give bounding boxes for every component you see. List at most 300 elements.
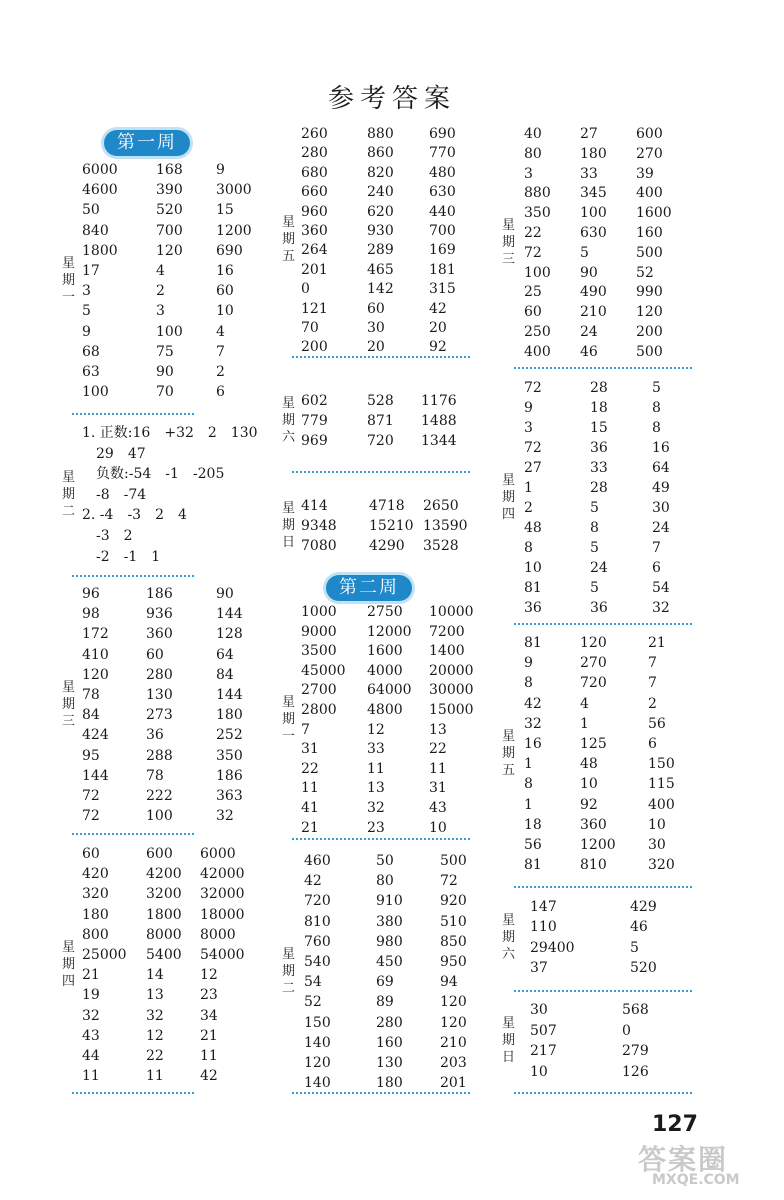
answer-cell: 270 bbox=[636, 145, 663, 162]
answer-cell: 700 bbox=[429, 223, 456, 239]
answer-cell: 56 bbox=[524, 837, 542, 853]
answer-cell: 186 bbox=[146, 586, 173, 602]
answer-cell: 10 bbox=[648, 816, 666, 833]
answer-cell: 144 bbox=[216, 606, 243, 623]
answer-cell: 720 bbox=[304, 893, 331, 910]
answer-cell: 100 bbox=[146, 808, 173, 825]
answer-cell: 42000 bbox=[200, 866, 245, 883]
answer-cell: 510 bbox=[440, 913, 467, 930]
answer-cell: 414 bbox=[301, 498, 328, 514]
answer-cell: 100 bbox=[82, 384, 109, 401]
answer-cell: 3 bbox=[524, 165, 533, 182]
answer-cell: 11 bbox=[367, 760, 385, 777]
dotted-divider bbox=[514, 886, 692, 888]
answer-cell: 27 bbox=[580, 126, 598, 142]
answer-cell: 42 bbox=[200, 1068, 218, 1085]
day-label: 星 期 四 bbox=[502, 473, 516, 522]
answer-cell: 400 bbox=[648, 796, 675, 813]
answer-cell: 680 bbox=[301, 164, 328, 181]
answer-cell: 72 bbox=[82, 808, 100, 825]
answer-cell: 25000 bbox=[82, 947, 127, 963]
answer-cell: 0 bbox=[301, 281, 310, 298]
answer-cell: 43 bbox=[82, 1027, 100, 1044]
answer-cell: 130 bbox=[376, 1055, 403, 1071]
answer-cell: 720 bbox=[367, 433, 394, 450]
answer-cell: 13 bbox=[367, 780, 385, 797]
answer-cell: 68 bbox=[82, 343, 100, 360]
answer-cell: 1200 bbox=[580, 837, 616, 853]
answer-cell: 3 bbox=[82, 283, 91, 300]
dotted-divider bbox=[292, 471, 470, 473]
answer-cell: 9 bbox=[216, 162, 225, 178]
answer-cell: 203 bbox=[440, 1055, 467, 1071]
answer-cell: 63 bbox=[82, 364, 100, 380]
answer-cell: 620 bbox=[367, 203, 394, 220]
answer-cell: 8 bbox=[524, 540, 533, 556]
answer-cell: 800 bbox=[82, 926, 109, 943]
answer-cell: 7 bbox=[652, 540, 661, 556]
answer-cell: 8000 bbox=[146, 926, 182, 943]
answer-cell: 2750 bbox=[367, 604, 403, 620]
answer-cell: 315 bbox=[429, 281, 456, 298]
answer-cell: 5 bbox=[82, 303, 91, 320]
answer-cell: 602 bbox=[301, 393, 328, 409]
answer-cell: 33 bbox=[580, 165, 598, 182]
answer-cell: 2 bbox=[524, 500, 533, 516]
answer-cell: 1 bbox=[524, 756, 533, 773]
answer-cell: 12 bbox=[146, 1027, 164, 1044]
answer-cell: 64 bbox=[216, 646, 234, 663]
answer-cell: 1800 bbox=[146, 906, 182, 923]
day-label: 星 期 六 bbox=[282, 396, 296, 446]
day-label: 星 期 日 bbox=[502, 1016, 516, 1066]
dotted-divider bbox=[514, 367, 692, 369]
answer-cell: 4290 bbox=[369, 538, 405, 555]
answer-cell: 850 bbox=[440, 933, 467, 950]
answer-cell: 222 bbox=[146, 788, 173, 804]
answer-cell: 16 bbox=[524, 736, 542, 752]
answer-cell: 33 bbox=[367, 741, 385, 758]
day-label: 星 期 五 bbox=[282, 215, 296, 265]
answer-cell: 150 bbox=[304, 1014, 331, 1031]
answer-cell: 8 bbox=[524, 776, 533, 793]
dotted-divider bbox=[72, 575, 194, 577]
answer-cell: 36 bbox=[590, 440, 608, 456]
answer-cell: 13 bbox=[146, 987, 164, 1004]
answer-cell: 80 bbox=[524, 145, 542, 162]
day-label: 星 期 日 bbox=[282, 501, 296, 551]
answer-cell: 78 bbox=[82, 687, 100, 703]
day-label: 星 期 三 bbox=[62, 680, 76, 730]
answer-cell: 43 bbox=[429, 800, 447, 816]
answer-cell: 770 bbox=[429, 145, 456, 162]
answer-cell: 负数:-54 -1 -205 bbox=[82, 466, 225, 483]
answer-cell: 270 bbox=[580, 655, 607, 672]
answer-cell: 9 bbox=[524, 400, 533, 416]
answer-cell: 289 bbox=[367, 242, 394, 259]
day-label: 星 期 六 bbox=[502, 912, 516, 962]
answer-cell: 32 bbox=[652, 600, 670, 616]
answer-cell: 56 bbox=[648, 715, 666, 732]
answer-cell: 126 bbox=[622, 1063, 649, 1080]
answer-cell: 23 bbox=[367, 819, 385, 836]
answer-cell: 520 bbox=[630, 960, 657, 977]
page-title: 参考答案 bbox=[327, 84, 456, 114]
week-badge-1: 第一周 bbox=[104, 130, 190, 156]
answer-cell: 120 bbox=[156, 242, 183, 259]
answer-cell: 120 bbox=[82, 666, 109, 683]
dotted-divider bbox=[514, 990, 692, 992]
answer-cell: 30 bbox=[367, 320, 385, 336]
answer-cell: 50 bbox=[82, 202, 100, 219]
answer-cell: 24 bbox=[590, 560, 608, 576]
dotted-divider bbox=[292, 356, 470, 358]
answer-cell: 345 bbox=[580, 185, 607, 202]
answer-cell: 840 bbox=[82, 222, 109, 239]
answer-cell: 6000 bbox=[200, 846, 236, 862]
answer-cell: 1200 bbox=[216, 222, 252, 239]
answer-cell: 69 bbox=[376, 974, 394, 991]
answer-cell: 20000 bbox=[429, 662, 474, 679]
answer-cell: 8 bbox=[652, 400, 661, 416]
answer-cell: 18 bbox=[590, 400, 608, 416]
answer-cell: 30000 bbox=[429, 682, 474, 699]
answer-cell: 8 bbox=[590, 520, 599, 536]
answer-cell: 1 bbox=[524, 480, 533, 496]
answer-cell: 44 bbox=[82, 1048, 100, 1064]
answer-cell: 2. -4 -3 2 4 bbox=[82, 507, 187, 524]
answer-cell: 54 bbox=[652, 580, 670, 596]
answer-cell: 5 bbox=[590, 500, 599, 516]
answer-cell: 20 bbox=[367, 339, 385, 356]
answer-cell: 6000 bbox=[82, 162, 118, 178]
answer-cell: 360 bbox=[146, 626, 173, 643]
answer-cell: 12 bbox=[200, 967, 218, 984]
answer-cell: 169 bbox=[429, 242, 456, 259]
answer-cell: 360 bbox=[580, 816, 607, 833]
answer-cell: 420 bbox=[82, 866, 109, 883]
answer-cell: 70 bbox=[156, 384, 174, 401]
answer-cell: 54 bbox=[304, 974, 322, 991]
answer-cell: 30 bbox=[530, 1002, 548, 1018]
answer-cell: 810 bbox=[580, 857, 607, 874]
answer-cell: 440 bbox=[429, 203, 456, 220]
answer-cell: 810 bbox=[304, 913, 331, 930]
answer-cell: 95 bbox=[82, 747, 100, 764]
answer-cell: 11 bbox=[200, 1048, 218, 1064]
dotted-divider bbox=[514, 623, 692, 625]
answer-cell: 2 bbox=[156, 283, 165, 300]
answer-cell: 360 bbox=[301, 223, 328, 239]
answer-cell: 45000 bbox=[301, 662, 346, 679]
answer-cell: 36 bbox=[524, 600, 542, 616]
watermark-logo bbox=[638, 1138, 778, 1194]
answer-cell: 3500 bbox=[301, 643, 337, 660]
answer-cell: 11 bbox=[301, 780, 319, 797]
week-badge-2: 第二周 bbox=[326, 575, 412, 601]
answer-cell: 15000 bbox=[429, 702, 474, 718]
answer-cell: 29400 bbox=[530, 939, 575, 956]
answer-cell: 252 bbox=[216, 727, 243, 744]
answer-cell: 186 bbox=[216, 767, 243, 784]
answer-cell: 70 bbox=[301, 320, 319, 336]
answer-cell: 507 bbox=[530, 1022, 557, 1039]
answer-cell: 24 bbox=[652, 520, 670, 536]
answer-cell: 630 bbox=[429, 184, 456, 201]
answer-cell: 31 bbox=[301, 741, 319, 758]
answer-cell: 60 bbox=[82, 846, 100, 862]
answer-cell: 400 bbox=[636, 185, 663, 202]
answer-cell: 4 bbox=[216, 323, 225, 340]
answer-cell: 50 bbox=[376, 853, 394, 869]
answer-cell: 17 bbox=[82, 263, 100, 279]
answer-cell: 12000 bbox=[367, 623, 412, 640]
answer-cell: 1800 bbox=[82, 242, 118, 259]
answer-cell: 78 bbox=[146, 767, 164, 784]
answer-cell: 180 bbox=[216, 707, 243, 724]
answer-cell: 18 bbox=[524, 816, 542, 833]
answer-cell: 36 bbox=[146, 727, 164, 744]
answer-cell: 3200 bbox=[146, 886, 182, 903]
answer-cell: 540 bbox=[304, 954, 331, 970]
answer-cell: 288 bbox=[146, 747, 173, 764]
answer-cell: 6 bbox=[216, 384, 225, 401]
dotted-divider bbox=[292, 838, 470, 840]
answer-cell: 520 bbox=[156, 202, 183, 219]
answer-cell: 2 bbox=[216, 364, 225, 380]
answer-cell: 320 bbox=[648, 857, 675, 874]
answer-cell: 7080 bbox=[301, 538, 337, 555]
answer-cell: 31 bbox=[429, 780, 447, 797]
answer-cell: 600 bbox=[636, 126, 663, 142]
answer-cell: 960 bbox=[301, 203, 328, 220]
answer-cell: 5 bbox=[630, 939, 639, 956]
answer-cell: 110 bbox=[530, 919, 557, 936]
answer-cell: 144 bbox=[82, 767, 109, 784]
answer-cell: 7 bbox=[301, 721, 310, 738]
answer-cell: 871 bbox=[367, 413, 394, 430]
answer-cell: 4718 bbox=[369, 498, 405, 514]
answer-cell: 90 bbox=[580, 264, 598, 281]
answer-cell: 21 bbox=[648, 635, 666, 651]
answer-cell: 120 bbox=[304, 1055, 331, 1071]
answer-cell: 32000 bbox=[200, 886, 245, 903]
answer-cell: 72 bbox=[524, 380, 542, 396]
answer-cell: 9 bbox=[82, 323, 91, 340]
answer-cell: 1400 bbox=[429, 643, 465, 660]
answer-cell: 1344 bbox=[421, 433, 457, 450]
answer-cell: 1 bbox=[580, 715, 589, 732]
answer-cell: 5 bbox=[590, 540, 599, 556]
answer-cell: 5 bbox=[590, 580, 599, 596]
answer-cell: 200 bbox=[636, 324, 663, 340]
answer-cell: 990 bbox=[636, 284, 663, 301]
answer-cell: 64 bbox=[652, 460, 670, 476]
answer-cell: 22 bbox=[429, 741, 447, 758]
answer-cell: 969 bbox=[301, 433, 328, 450]
answer-cell: 130 bbox=[146, 687, 173, 703]
answer-cell: 40 bbox=[524, 126, 542, 142]
answer-cell: 201 bbox=[301, 261, 328, 278]
answer-cell: 172 bbox=[82, 626, 109, 643]
answer-cell: 15210 bbox=[369, 518, 414, 535]
answer-cell: 9 bbox=[524, 655, 533, 672]
answer-cell: 120 bbox=[636, 304, 663, 321]
answer-cell: 89 bbox=[376, 994, 394, 1011]
answer-cell: 500 bbox=[636, 244, 663, 261]
answer-cell: 11 bbox=[146, 1068, 164, 1085]
answer-cell: 10 bbox=[216, 303, 234, 320]
answer-cell: 33 bbox=[590, 460, 608, 476]
answer-cell: 81 bbox=[524, 635, 542, 651]
answer-cell: 4000 bbox=[367, 662, 403, 679]
answer-cell: 72 bbox=[524, 440, 542, 456]
answer-cell: 140 bbox=[304, 1075, 331, 1092]
answer-cell: 6 bbox=[652, 560, 661, 576]
answer-cell: 9348 bbox=[301, 518, 337, 535]
answer-cell: 465 bbox=[367, 261, 394, 278]
answer-cell: 22 bbox=[524, 225, 542, 241]
answer-cell: 46 bbox=[630, 919, 648, 936]
answer-cell: 84 bbox=[82, 707, 100, 724]
answer-cell: 630 bbox=[580, 225, 607, 241]
answer-cell: 1488 bbox=[421, 413, 457, 430]
answer-cell: 280 bbox=[146, 666, 173, 683]
answer-cell: -2 -1 1 bbox=[82, 548, 161, 565]
answer-cell: 32 bbox=[367, 800, 385, 816]
answer-cell: 21 bbox=[301, 819, 319, 836]
answer-cell: 260 bbox=[301, 126, 328, 142]
day-label: 星 期 四 bbox=[62, 940, 76, 990]
answer-cell: 273 bbox=[146, 707, 173, 724]
answer-cell: 22 bbox=[301, 760, 319, 777]
page-number: 127 bbox=[652, 1112, 698, 1137]
answer-cell: 75 bbox=[156, 343, 174, 360]
answer-cell: 350 bbox=[216, 747, 243, 764]
answer-cell: 8 bbox=[524, 675, 533, 692]
answer-cell: 490 bbox=[580, 284, 607, 301]
answer-cell: 72 bbox=[82, 788, 100, 804]
dotted-divider bbox=[72, 413, 194, 415]
answer-cell: 42 bbox=[429, 300, 447, 317]
answer-cell: 100 bbox=[524, 264, 551, 281]
answer-cell: 60 bbox=[216, 283, 234, 300]
answer-cell: 10 bbox=[530, 1063, 548, 1080]
answer-cell: 500 bbox=[440, 853, 467, 869]
answer-cell: 142 bbox=[367, 281, 394, 298]
answer-cell: -3 2 bbox=[82, 528, 133, 544]
answer-cell: 2800 bbox=[301, 702, 337, 718]
answer-cell: 7200 bbox=[429, 623, 465, 640]
answer-cell: 217 bbox=[530, 1043, 557, 1060]
answer-cell: 760 bbox=[304, 933, 331, 950]
answer-cell: 16 bbox=[216, 263, 234, 279]
answer-cell: 28 bbox=[590, 480, 608, 496]
answer-cell: 6 bbox=[648, 736, 657, 752]
answer-cell: 779 bbox=[301, 413, 328, 430]
answer-cell: 37 bbox=[530, 960, 548, 977]
dotted-divider bbox=[72, 833, 194, 835]
answer-cell: 250 bbox=[524, 324, 551, 340]
answer-cell: 80 bbox=[376, 873, 394, 890]
day-label: 星 期 一 bbox=[62, 256, 76, 306]
answer-cell: 180 bbox=[376, 1075, 403, 1092]
answer-cell: 30 bbox=[648, 837, 666, 853]
answer-cell: 121 bbox=[301, 300, 328, 317]
answer-cell: 528 bbox=[367, 393, 394, 409]
answer-cell: 54000 bbox=[200, 947, 245, 963]
answer-cell: 350 bbox=[524, 205, 551, 222]
answer-cell: 210 bbox=[440, 1034, 467, 1051]
answer-cell: 8 bbox=[652, 420, 661, 436]
answer-cell: 363 bbox=[216, 788, 243, 804]
answer-cell: 1600 bbox=[367, 643, 403, 660]
answer-cell: 9000 bbox=[301, 623, 337, 640]
answer-cell: 94 bbox=[440, 974, 458, 991]
answer-cell: 320 bbox=[82, 886, 109, 903]
answer-cell: 480 bbox=[429, 164, 456, 181]
answer-cell: 48 bbox=[524, 520, 542, 536]
answer-cell: 30 bbox=[652, 500, 670, 516]
day-label: 星 期 一 bbox=[282, 694, 296, 744]
answer-cell: 280 bbox=[301, 145, 328, 162]
answer-cell: 160 bbox=[376, 1034, 403, 1051]
answer-cell: 32 bbox=[82, 1007, 100, 1024]
answer-cell: 11 bbox=[82, 1068, 100, 1085]
answer-cell: 10000 bbox=[429, 604, 474, 620]
answer-cell: 64000 bbox=[367, 682, 412, 699]
answer-cell: 500 bbox=[636, 343, 663, 360]
answer-cell: 930 bbox=[367, 223, 394, 239]
answer-cell: 4600 bbox=[82, 182, 118, 199]
answer-cell: 23 bbox=[200, 987, 218, 1004]
watermark-url: MXQE.COM bbox=[652, 1172, 740, 1188]
answer-cell: 950 bbox=[440, 954, 467, 970]
answer-cell: 16 bbox=[652, 440, 670, 456]
answer-cell: 42 bbox=[304, 873, 322, 890]
answer-cell: 3528 bbox=[423, 538, 459, 555]
answer-cell: 180 bbox=[580, 145, 607, 162]
dotted-divider bbox=[292, 1092, 470, 1094]
answer-cell: 1000 bbox=[301, 604, 337, 620]
answer-cell: 81 bbox=[524, 857, 542, 874]
answer-cell: 25 bbox=[524, 284, 542, 301]
answer-cell: 140 bbox=[304, 1034, 331, 1051]
answer-cell: 13 bbox=[429, 721, 447, 738]
answer-cell: 280 bbox=[376, 1014, 403, 1031]
answer-cell: 96 bbox=[82, 586, 100, 602]
answer-cell: 144 bbox=[216, 687, 243, 703]
answer-cell: 2650 bbox=[423, 498, 459, 514]
answer-cell: 29 47 bbox=[82, 445, 146, 462]
answer-cell: 600 bbox=[146, 846, 173, 862]
dotted-divider bbox=[514, 1092, 692, 1094]
answer-cell: 60 bbox=[367, 300, 385, 317]
answer-cell: 90 bbox=[216, 586, 234, 602]
answer-cell: 429 bbox=[630, 899, 657, 915]
day-label: 星 期 五 bbox=[502, 729, 516, 779]
answer-cell: 5 bbox=[652, 380, 661, 396]
answer-cell: 4200 bbox=[146, 866, 182, 883]
answer-cell: 10 bbox=[429, 819, 447, 836]
answer-cell: 41 bbox=[301, 800, 319, 816]
answer-cell: 450 bbox=[376, 954, 403, 970]
answer-cell: 21 bbox=[200, 1027, 218, 1044]
answer-cell: 5 bbox=[580, 244, 589, 261]
answer-cell: 28 bbox=[590, 380, 608, 396]
answer-cell: 120 bbox=[440, 1014, 467, 1031]
answer-cell: 60 bbox=[146, 646, 164, 663]
